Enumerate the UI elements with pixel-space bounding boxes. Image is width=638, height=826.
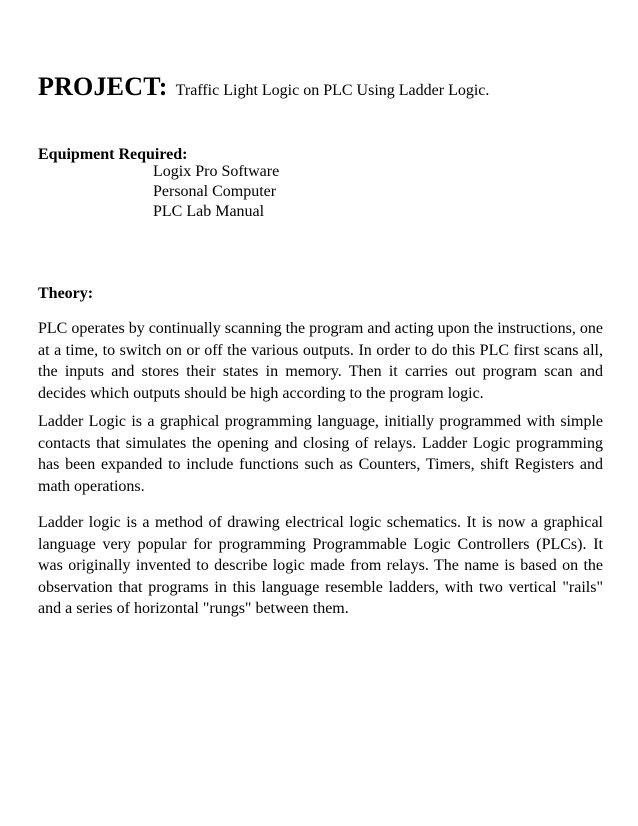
equipment-item: PLC Lab Manual bbox=[153, 203, 265, 220]
equipment-list bbox=[153, 162, 279, 222]
theory-paragraph: PLC operates by continually scanning the program and acting upon the instructions, one at a time, to switch on or off the various outputs. In order to do this PLC first scans all, the inputs and stores their states in memory. Then it carries out program scan and decides which outputs should be high according to the program logic. bbox=[38, 320, 603, 402]
theory-heading: Theory: bbox=[38, 285, 94, 302]
equipment-heading: Equipment Required: bbox=[38, 146, 188, 163]
project-heading bbox=[38, 72, 489, 102]
project-label: PROJECT: bbox=[38, 72, 168, 101]
equipment-item: Logix Pro Software bbox=[153, 163, 280, 180]
equipment-item: Personal Computer bbox=[153, 183, 277, 200]
theory-paragraph: Ladder logic is a method of drawing electrical logic schematics. It is now a graphical language very popular for programming Programmable Logic Controllers (PLCs). It was originally invented to describe logic made from relays. The name is based on the observation that programs in this language resemble ladders, with two vertical "rails" and a series of horizontal "rungs" between them. bbox=[38, 514, 603, 617]
project-title: Traffic Light Logic on PLC Using Ladder Logic. bbox=[175, 82, 490, 99]
theory-paragraph: Ladder Logic is a graphical programming language, initially programmed with simple contacts that simulates the opening and closing of relays. Ladder Logic programming has been expanded to include functions such as Counters, Timers, shift Registers and math operations. bbox=[38, 413, 603, 495]
